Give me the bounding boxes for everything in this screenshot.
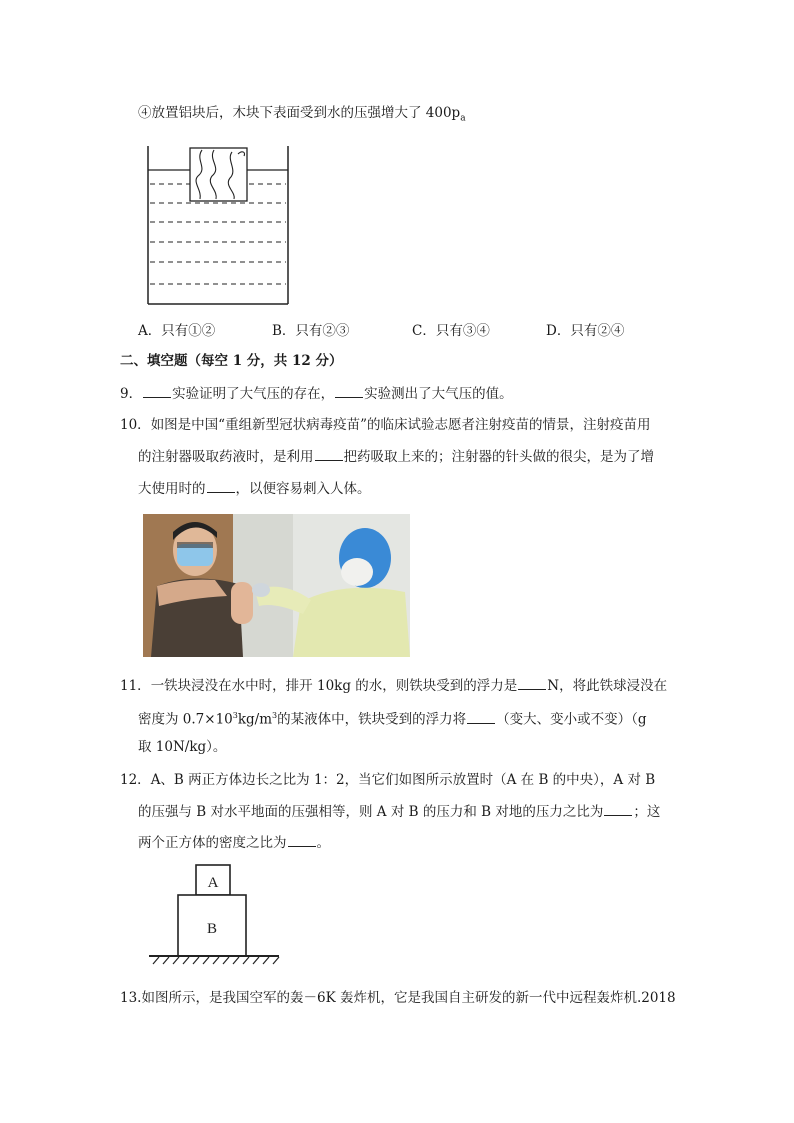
vaccination-photo-illustration bbox=[143, 514, 410, 657]
q10-blank-1[interactable] bbox=[315, 447, 343, 461]
q12-blank-1[interactable] bbox=[604, 802, 632, 816]
water-container-figure bbox=[140, 142, 292, 308]
q8-statement-4: ④放置铝块后，木块下表面受到水的压强增大了 $400p_a$ bbox=[138, 105, 466, 124]
question-12-line-1: 12．A、B 两正方体边长之比为 1：2，当它们如图所示放置时（A 在 B 的中央），A 对 B bbox=[120, 772, 656, 788]
question-10-line-2: 的注射器吸取药液时，是利用 把药吸取上来的；注射器的针头做的很尖，是为了增 bbox=[138, 449, 654, 465]
q8-option-a[interactable]: A．只有①② bbox=[138, 323, 216, 339]
q11-blank-1[interactable] bbox=[518, 676, 546, 690]
question-11-line-3: 取 10N/kg）。 bbox=[138, 739, 227, 755]
question-11-line-1: 11．一铁块浸没在水中时，排开 10kg 的水，则铁块受到的浮力是 N，将此铁球浸没在 bbox=[120, 678, 668, 694]
q10-blank-2[interactable] bbox=[207, 479, 235, 493]
q11-blank-2[interactable] bbox=[467, 710, 495, 724]
question-9: 9． 实验证明了大气压的存在， 实验测出了大气压的值。 bbox=[120, 386, 513, 402]
question-13-line-1: 13.如图所示，是我国空军的轰－6K 轰炸机，它是我国自主研发的新一代中远程轰炸机.2018 bbox=[120, 990, 676, 1006]
wood-block bbox=[190, 148, 247, 201]
q9-blank-2[interactable] bbox=[335, 384, 363, 398]
q8-option-d[interactable]: D．只有②④ bbox=[546, 323, 625, 339]
q9-blank-1[interactable] bbox=[143, 384, 171, 398]
block-a-label: A bbox=[207, 875, 219, 891]
question-12-line-2: 的压强与 B 对水平地面的压强相等，则 A 对 B 的压力和 B 对地的压力之比为 ；这 bbox=[138, 804, 661, 820]
question-12-line-3: 两个正方体的密度之比为 。 bbox=[138, 835, 330, 851]
question-11-line-2: 密度为 $0.7\times 10^3kg/m^3$的某液体中，铁块受到的浮力将 （变大、变小或不变）（g bbox=[138, 711, 647, 728]
question-10-line-1: 10．如图是中国“重组新型冠状病毒疫苗”的临床试验志愿者注射疫苗的情景，注射疫苗用 bbox=[120, 417, 651, 433]
vaccination-photo bbox=[143, 514, 410, 657]
question-10-line-3: 大使用时的 ，以便容易刺入人体。 bbox=[138, 481, 371, 497]
q8-option-b[interactable]: B．只有②③ bbox=[272, 323, 350, 339]
block-b-label: B bbox=[206, 921, 218, 937]
section-2-title: 二、填空题（每空 1 分，共 12 分） bbox=[120, 353, 343, 369]
q8-option-c[interactable]: C．只有③④ bbox=[412, 323, 490, 339]
blocks-ab-figure bbox=[145, 858, 285, 974]
q12-blank-2[interactable] bbox=[288, 833, 316, 847]
